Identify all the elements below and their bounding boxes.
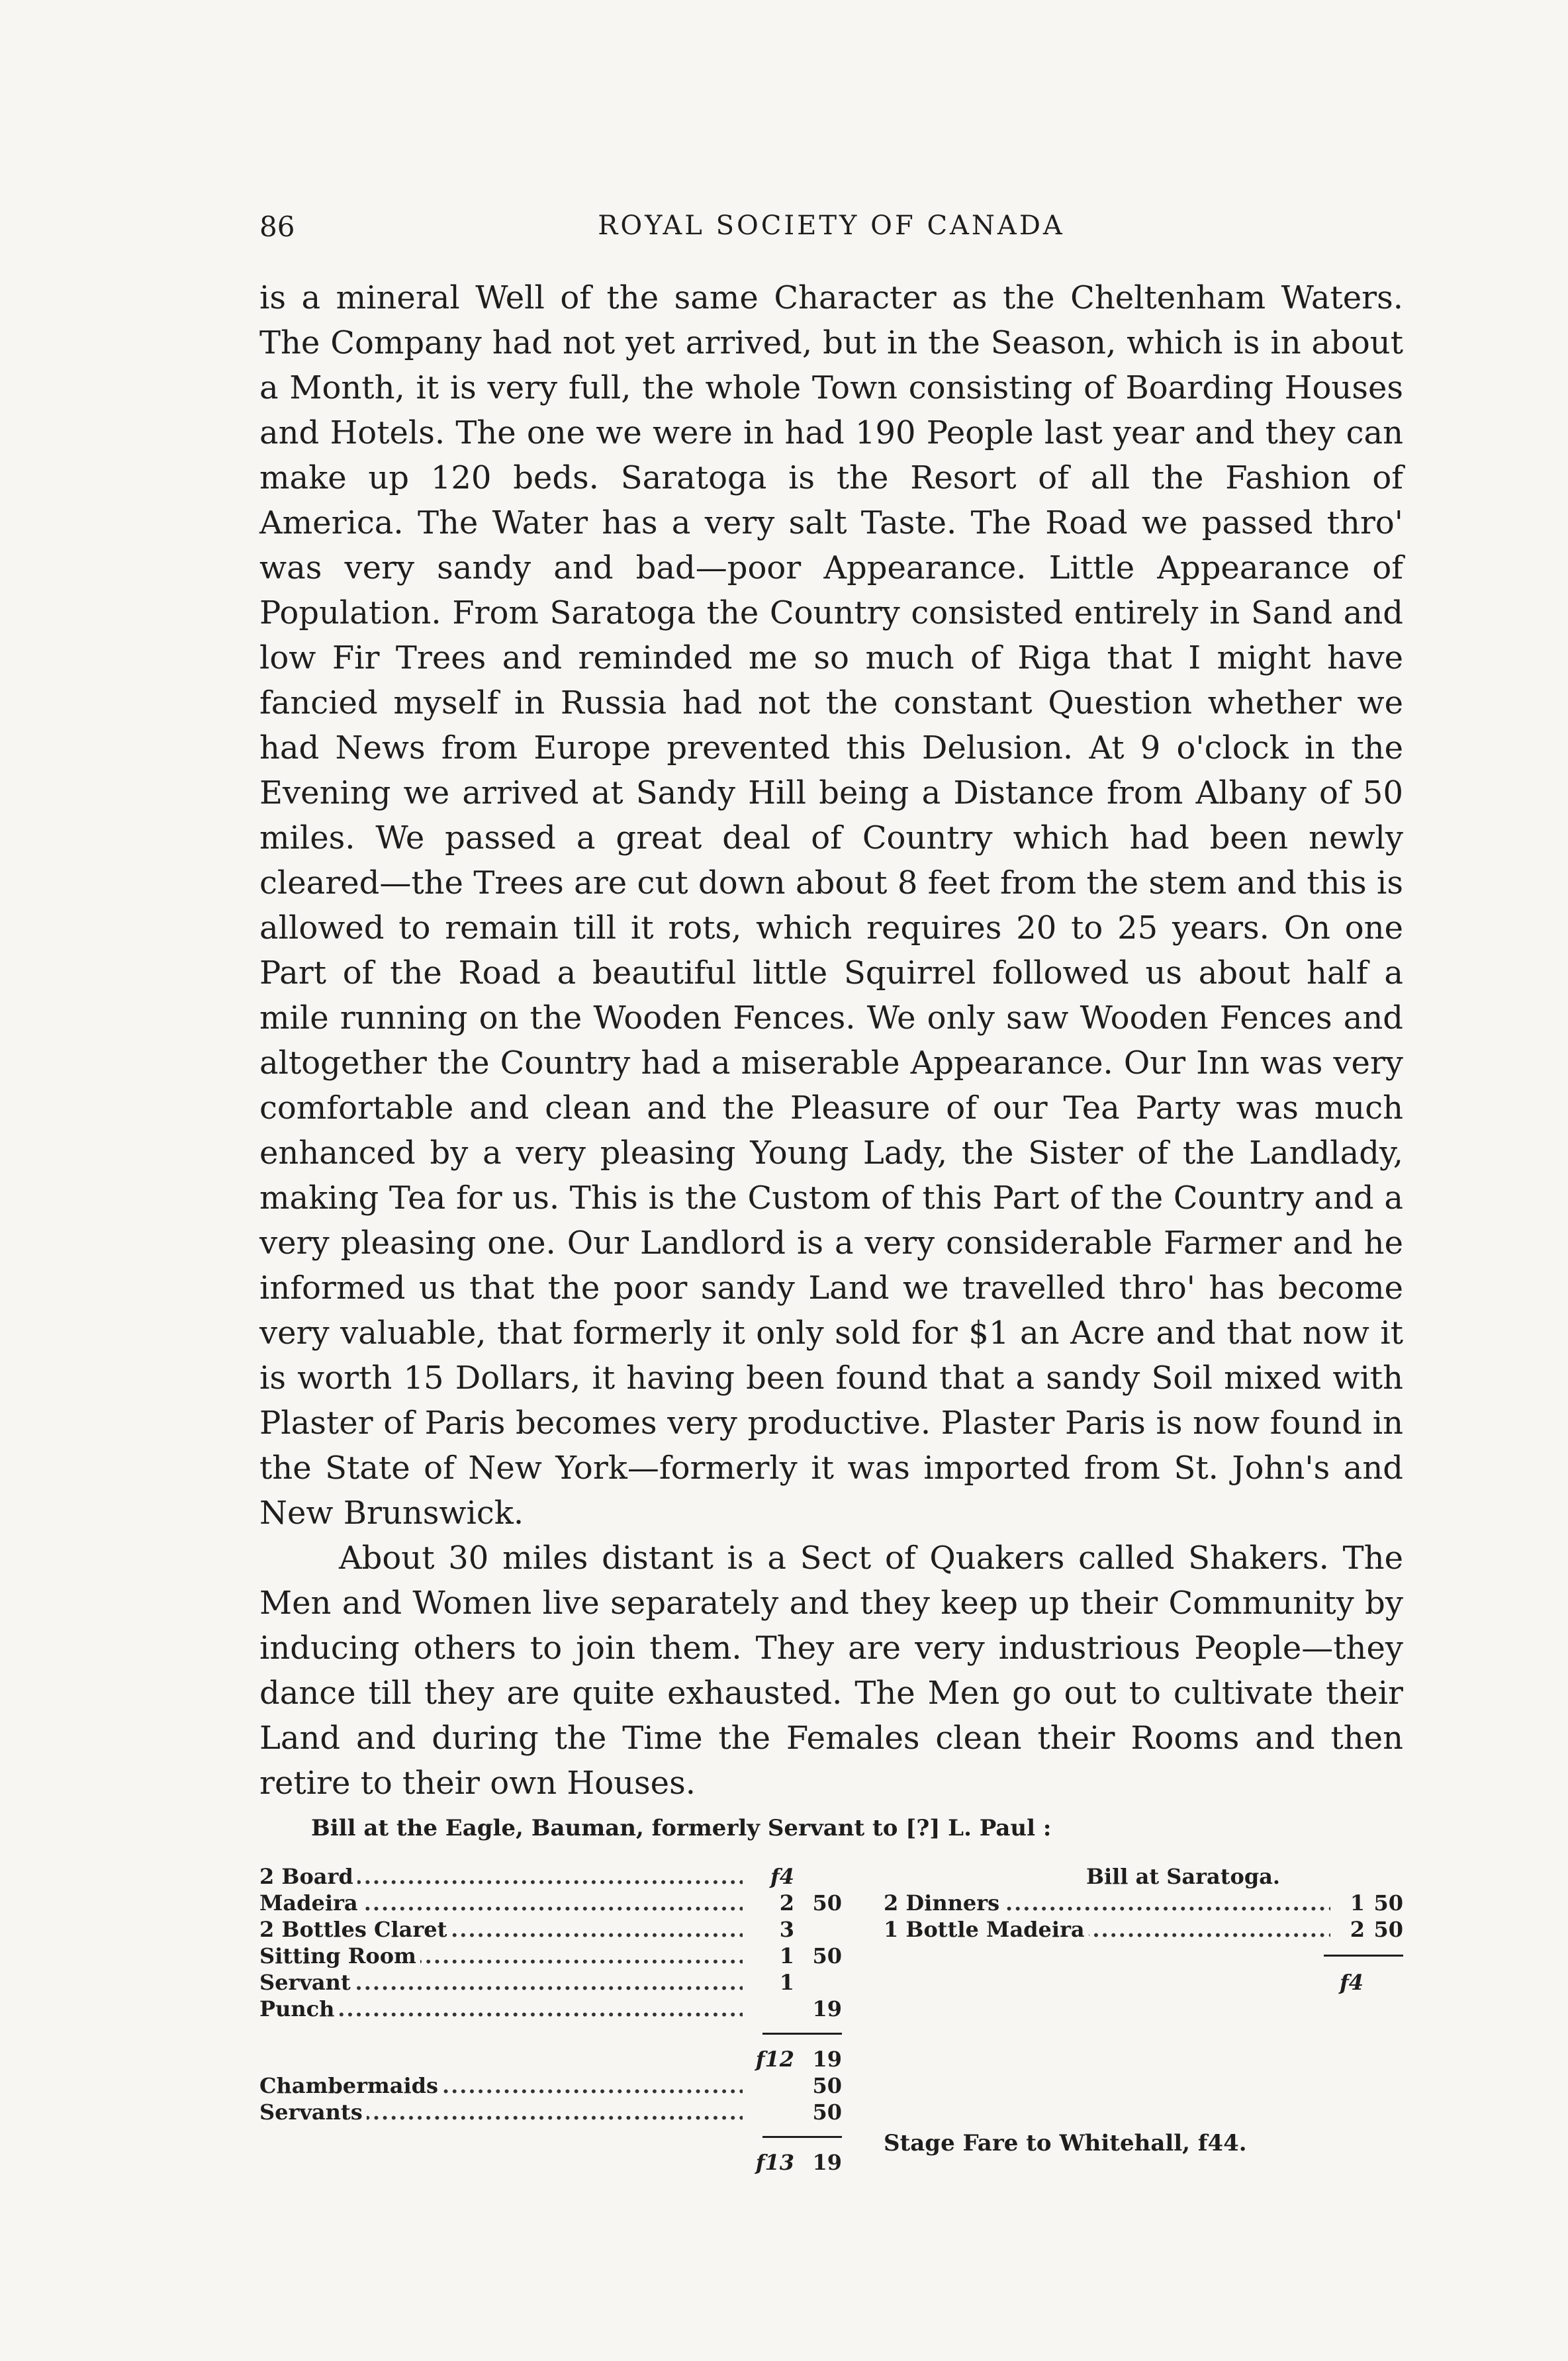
page-number: 86 [259, 210, 295, 243]
running-head: ROYAL SOCIETY OF CANADA [598, 210, 1065, 241]
bill-item-cents: 50 [812, 1890, 842, 1916]
bill-row [884, 1916, 1403, 1943]
bill-subtotal-row [259, 2046, 842, 2072]
bill-item-dollars: 2 [1350, 1917, 1365, 1942]
bill-item-dollars: 1 [1350, 1890, 1365, 1916]
bill-eagle-caption: Bill at the Eagle, Bauman, formerly Servant to [?] L. Paul : [311, 1815, 1052, 1841]
bill-item-label: Chambermaids [259, 2072, 442, 2099]
bill-item-label: 1 Bottle Madeira [884, 1916, 1089, 1943]
paragraph: is a mineral Well of the same Character as the Cheltenham Waters. The Company had not yet arrived, but in the Season, which is in about a Month, it is very full, the whole Town consisting of Boarding Houses and Hotels. The one we were in had 190 People last year and they can make up 120 beds. Saratoga is the Resort of all the Fashion of America. The Water has a very salt Taste. The Road we passed thro' was very sandy and bad—poor Appearance. Little Appearance of Population. From Saratoga the Country consisted entirely in Sand and low Fir Trees and reminded me so much of Riga that I might have fancied myself in Russia had not the constant Question whether we had News from Europe prevented this Delusion. At 9 o'clock in the Evening we arrived at Sandy Hill being a Distance from Albany of 50 miles. We passed a great deal of Country which had been newly cleared—the Trees are cut down about 8 feet from the stem and this is allowed to remain till it rots, which requires 20 to 25 years. On one Part of the Road a beautiful little Squirrel followed us about half a mile running on the Wooden Fences. We only saw Wooden Fences and altogether the Country had a miserable Appearance. Our Inn was very comfortable and clean and the Pleasure of our Tea Party was much enhanced by a very pleasing Young Lady, the Sister of the Landlady, making Tea for us. This is the Custom of this Part of the Country and a very pleasing one. Our Landlord is a very considerable Farmer and he informed us that the poor sandy Land we travelled thro' has become very valuable, that formerly it only sold for $1 an Acre and that now it is worth 15 Dollars, it having been found that a sandy Soil mixed with Plaster of Paris becomes very productive. Plaster Paris is now found in the State of New York—formerly it was imported from St. John's and New Brunswick. [259, 279, 1403, 1532]
bill-item-label: Servant [259, 1969, 355, 1996]
bill-total-row [259, 2149, 842, 2176]
bill-row [259, 1969, 842, 1996]
bill-row [259, 2072, 842, 2099]
bill-row [884, 1890, 1403, 1916]
bill-item-dollars: f4 [770, 1864, 794, 1889]
bill-item-label: Servants [259, 2099, 367, 2125]
sum-rule [884, 1943, 1403, 1969]
bill-saratoga-total: f4 [1339, 1970, 1363, 1995]
bill-saratoga-title: Bill at Saratoga. [1085, 1864, 1281, 1889]
bill-item-cents: 50 [1373, 1917, 1403, 1942]
bill-item-label: 2 Dinners [884, 1890, 1003, 1916]
bill-item-label: 2 Bottles Claret [259, 1916, 451, 1943]
bill-row [259, 1996, 842, 2022]
stage-fare-note: Stage Fare to Whitehall, f44. [884, 2130, 1247, 2156]
bill-row [259, 1916, 842, 1943]
bill-item-label: 2 Board [259, 1863, 357, 1890]
bill-row [259, 1943, 842, 1969]
paragraph: About 30 miles distant is a Sect of Quakers called Shakers. The Men and Women live separately and they keep up their Community by inducing others to join them. They are very industrious People—they dance till they are quite exhausted. The Men go out to cultivate their Land and during the Time the Females clean their Rooms and then retire to their own Houses. [259, 1540, 1403, 1802]
bill-item-cents: 50 [1373, 1890, 1403, 1916]
bill-item-cents: 50 [812, 2073, 842, 2098]
bill-item-dollars: 3 [779, 1917, 794, 1942]
bill-item-label: Madeira [259, 1890, 362, 1916]
bill-row [259, 2099, 842, 2125]
bill-item-cents: 19 [812, 1996, 842, 2021]
sum-rule [259, 2125, 842, 2149]
sum-rule [259, 2022, 842, 2046]
bill-total-dollars: f13 [755, 2150, 794, 2175]
body-text [259, 275, 1403, 1806]
bill-item-cents: 50 [812, 2100, 842, 2125]
bill-item-label: Punch [259, 1996, 338, 2022]
bill-subtotal-dollars: f12 [755, 2047, 794, 2072]
bill-eagle [259, 1863, 842, 2176]
bill-saratoga [884, 1863, 1403, 1996]
bill-item-cents: 50 [812, 1943, 842, 1968]
bill-item-dollars: 1 [779, 1943, 794, 1968]
bill-subtotal-cents: 19 [812, 2047, 842, 2072]
page-header [259, 210, 1403, 257]
bill-item-dollars: 2 [779, 1890, 794, 1916]
bill-total-cents: 19 [812, 2150, 842, 2175]
bill-item-dollars: 1 [779, 1970, 794, 1995]
bill-item-label: Sitting Room [259, 1943, 420, 1969]
bill-row [259, 1863, 842, 1890]
bill-row [259, 1890, 842, 1916]
